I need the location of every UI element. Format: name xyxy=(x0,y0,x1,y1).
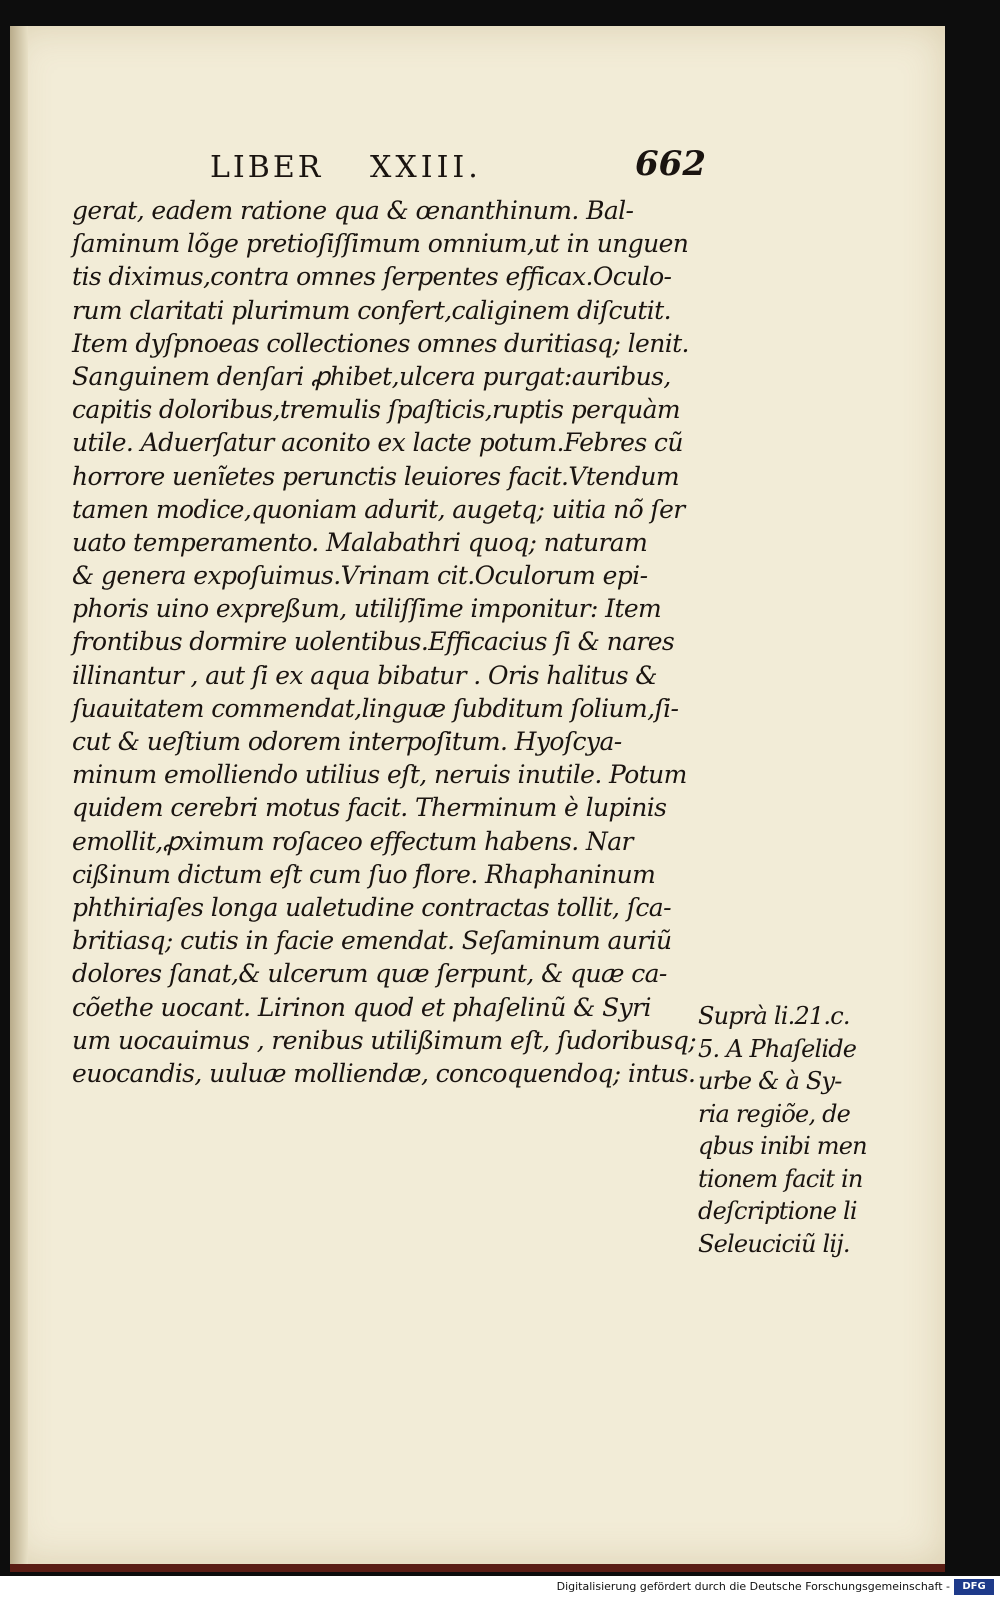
page-gutter xyxy=(10,26,28,1564)
margin-notes xyxy=(698,1000,938,1260)
text-line: & genera expoſuimus.Vrinam cit.Oculorum epi- xyxy=(72,561,648,591)
text-line: frontibus dormire uolentibus.Efficacius ſi & nares xyxy=(72,627,675,657)
text-line: uato temperamento. Malabathri quoq; naturam xyxy=(72,527,648,557)
running-header xyxy=(10,130,945,190)
text-line: quidem cerebri motus facit. Therminum è lupinis xyxy=(72,793,667,823)
margin-note-line: qbus inibi men xyxy=(698,1132,867,1160)
text-line: euocandis, uuluæ molliendæ, concoquendoq; intus. xyxy=(72,1058,696,1088)
text-line: britiasq; cutis in facie emendat. Seſaminum auriũ xyxy=(72,926,672,956)
margin-note-line: deſcriptione li xyxy=(698,1197,857,1225)
text-line: cut & ueſtium odorem interpoſitum. Hyoſcya- xyxy=(72,727,622,756)
text-line: Item dyſpnoeas collectiones omnes duritiasq; lenit. xyxy=(72,328,689,358)
margin-note-line: 5. A Phaſelide xyxy=(698,1034,857,1063)
text-line: cißinum dictum eſt cum ſuo flore. Rhaphaninum xyxy=(72,859,656,889)
text-line: tamen modice,quoniam adurit, augetq; uitia nõ ſer xyxy=(72,494,685,524)
header-book-number: XXIII. xyxy=(370,150,482,185)
body-text xyxy=(72,194,852,1090)
text-line: illinantur , aut ſi ex aqua bibatur . Oris halitus & xyxy=(72,660,657,690)
margin-note-line: Seleuciciũ lij. xyxy=(698,1229,850,1258)
text-line: utile. Aduerſatur aconito ex lacte potum.Febres cũ xyxy=(72,428,683,458)
text-line: ſaminum lõge pretioſiſſimum omnium,ut in unguen xyxy=(72,229,689,259)
text-line: capitis doloribus,tremulis ſpaſticis,ruptis perquàm xyxy=(72,395,680,425)
margin-note-line: tionem facit in xyxy=(698,1164,863,1193)
margin-note-line: ria regiõe, de xyxy=(698,1099,851,1128)
digitization-credit-bar xyxy=(0,1576,1000,1600)
text-line: tis diximus,contra omnes ſerpentes efficax.Oculo- xyxy=(72,262,672,292)
text-line: cõethe uocant. Lirinon quod et phaſelinũ & Syri xyxy=(72,992,651,1022)
margin-note-line: Suprà li.21.c. xyxy=(698,1002,850,1030)
page-number: 662 xyxy=(635,144,706,184)
header-title: LIBER xyxy=(210,150,324,185)
digitization-credit: Digitalisierung gefördert durch die Deutsche Forschungsgemeinschaft - xyxy=(556,1580,950,1593)
text-line: rum claritati plurimum confert,caliginem diſcutit. xyxy=(72,295,671,325)
text-line: emollit,ꝓximum roſaceo effectum habens. Nar xyxy=(72,826,633,856)
text-line: gerat, eadem ratione qua & œnanthinum. Bal- xyxy=(72,196,634,225)
text-line: ſuauitatem commendat,linguæ ſubditum ſolium,ſi- xyxy=(72,693,679,723)
text-line: Sanguinem denſari ꝓhibet,ulcera purgat:auribus, xyxy=(72,361,671,391)
text-line: um uocauimus , renibus utilißimum eſt, ſudoribusq; xyxy=(72,1025,697,1055)
text-line: minum emolliendo utilius eſt, neruis inutile. Potum xyxy=(72,760,687,790)
text-line: phoris uino expreßum, utiliſſime imponitur: Item xyxy=(72,594,662,624)
text-line: phthiriaſes longa ualetudine contractas tollit, ſca- xyxy=(72,892,671,922)
margin-note-line: urbe & à Sy- xyxy=(698,1067,842,1095)
text-line: dolores ſanat,& ulcerum quæ ſerpunt, & quæ ca- xyxy=(72,959,667,989)
text-line: horrore uenĩetes perunctis leuiores facit.Vtendum xyxy=(72,461,679,491)
dfg-logo: DFG xyxy=(954,1579,994,1595)
book-page xyxy=(10,26,945,1572)
